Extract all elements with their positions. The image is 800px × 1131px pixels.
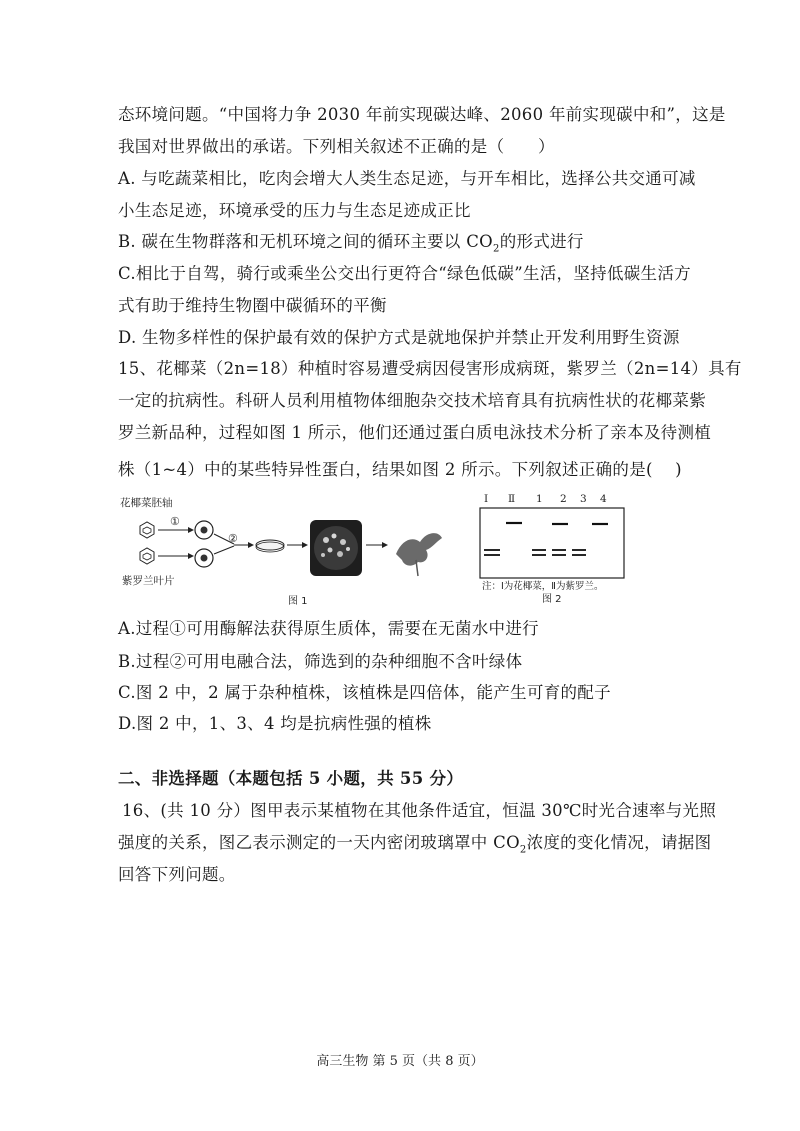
figure-2 [476,490,651,608]
callus-dot [337,551,343,557]
q15-option-c: C.图 2 中，2 属于杂种植株，该植株是四倍体，能产生可育的配子 [118,683,611,702]
culture-plate [314,526,358,570]
figure-1-label-bottom: 紫罗兰叶片 [122,575,175,587]
q16-stem-line-2-text-end: 浓度的变化情况，请据图 [526,833,712,852]
q14-option-d: D. 生物多样性的保护最有效的保护方式是就地保护并禁止开发利用野生资源 [118,328,680,347]
section-2-heading: 二、非选择题（本题包括 5 小题，共 55 分） [118,769,464,788]
arrow-head-icon [188,527,194,533]
figure-1-diagram [120,492,455,610]
figure-1 [120,492,455,610]
q14-option-c-line-2: 式有助于维持生物圈中碳循环的平衡 [118,296,387,315]
protoplast-top-nucleus [201,527,208,534]
step-1-label: ① [170,515,180,528]
subscript: 2 [493,243,500,255]
step-2-label: ② [228,532,238,545]
arrow-head-icon [302,542,308,548]
callus-dot [346,547,350,551]
q14-option-b [118,231,584,253]
q14-option-b-text-end: 的形式进行 [499,232,584,251]
figure-1-label-top: 花椰菜胚轴 [120,497,173,509]
hypocotyl-cell-nucleus [143,527,151,534]
q15-stem-line-3: 罗兰新品种，过程如图 1 所示，他们还通过蛋白质电泳技术分析了亲本及待测植 [118,423,712,442]
q14-stem-line-1: 态环境问题。“中国将力争 2030 年前实现碳达峰、2060 年前实现碳中和”，这是 [118,105,726,124]
q14-stem-line-2: 我国对世界做出的承诺。下列相关叙述不正确的是（ ） [118,137,555,156]
figure-2-gel [476,490,651,608]
regenerated-plant [396,533,442,566]
arrow-head-icon [382,542,388,548]
q15-option-b: B.过程②可用电融合法，筛选到的杂种细胞不含叶绿体 [118,652,523,671]
lane-label-3: 3 [580,493,587,505]
q16-stem-line-2-text: 强度的关系，图乙表示测定的一天内密闭玻璃罩中 CO [118,833,520,852]
callus-dot [332,534,337,539]
plant-stem [416,560,418,576]
q15-option-d: D.图 2 中，1、3、4 均是抗病性强的植株 [118,714,432,733]
q14-option-b-text: B. 碳在生物群落和无机环境之间的循环主要以 CO [118,232,494,251]
q14-option-a-line-2: 小生态足迹，环境承受的压力与生态足迹成正比 [118,201,471,220]
subscript: 2 [519,844,527,856]
q15-stem-line-2: 一定的抗病性。科研人员利用植物体细胞杂交技术培育具有抗病性状的花椰菜紫 [118,391,706,410]
q15-option-a: A.过程①可用酶解法获得原生质体，需要在无菌水中进行 [118,619,539,638]
q16-stem-line-2 [118,832,711,854]
q14-option-a-line-1: A. 与吃蔬菜相比，吃肉会增大人类生态足迹，与开车相比，选择公共交通可减 [118,169,696,188]
leaf-cell [140,548,154,564]
arrow-fusion-bottom [214,546,234,554]
callus-dot [340,539,346,545]
lane-label-I: Ⅰ [484,493,489,505]
callus-dot [323,537,329,543]
petri-dish [256,540,284,550]
gel-frame [480,508,624,578]
lane-label-II: Ⅱ [508,493,516,505]
figure-2-caption: 图 2 [542,594,562,605]
q15-stem-line-1: 15、花椰菜（2n=18）种植时容易遭受病因侵害形成病斑，紫罗兰（2n=14）具有 [118,359,742,378]
arrow-head-icon [188,553,194,559]
hypocotyl-cell [140,522,154,538]
page-footer: 高三生物 第 5 页（共 8 页） [316,1054,484,1069]
callus-dot [328,548,333,553]
lane-label-1: 1 [536,493,543,505]
lane-label-2: 2 [560,493,567,505]
q14-option-c-line-1: C.相比于自驾，骑行或乘坐公交出行更符合“绿色低碳”生活，坚持低碳生活方 [118,264,691,283]
arrow-head-icon [248,542,254,548]
figure-2-note: 注：Ⅰ为花椰菜，Ⅱ为紫罗兰。 [482,581,604,592]
figure-1-caption: 图 1 [288,596,308,607]
q16-stem-line-3: 回答下列问题。 [118,865,236,884]
leaf-cell-nucleus [143,553,151,560]
protoplast-bottom-nucleus [201,555,208,562]
q16-stem-line-1: 16、(共 10 分）图甲表示某植物在其他条件适宜，恒温 30℃时光合速率与光照 [122,801,717,820]
q15-stem-line-4: 株（1~4）中的某些特异性蛋白，结果如图 2 所示。下列叙述正确的是( ) [118,460,682,479]
callus-dot [321,553,325,557]
lane-label-4: 4 [600,493,607,505]
